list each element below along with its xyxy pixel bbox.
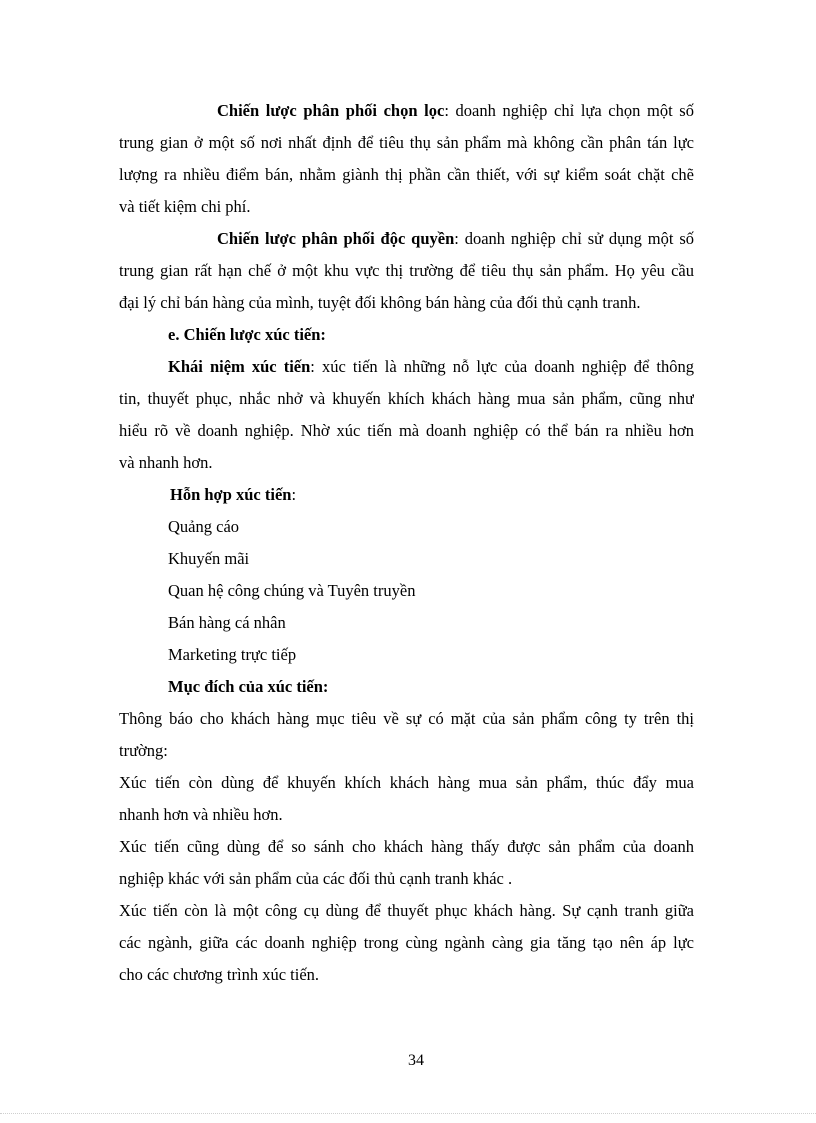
text-span: : doanh nghiệp chỉ lựa chọn một số	[444, 101, 694, 120]
paragraph-line: hiểu rõ về doanh nghiệp. Nhờ xúc tiến mà doanh nghiệp có thể bán ra nhiều hơn	[119, 421, 694, 440]
list-item: Quảng cáo	[168, 517, 240, 536]
paragraph-line: và nhanh hơn.	[119, 453, 213, 472]
paragraph-line: nghiệp khác với sản phẩm của các đối thủ cạnh tranh khác .	[119, 869, 513, 888]
text-span: : xúc tiến là những nỗ lực của doanh nghiệp để thông	[310, 357, 694, 376]
list-item: Bán hàng cá nhân	[168, 613, 286, 632]
paragraph-line: trung gian rất hạn chế ở một khu vực thị trường để tiêu thụ sản phẩm. Họ yêu cầu	[119, 261, 694, 280]
mix-heading	[119, 483, 694, 515]
list-item: Quan hệ công chúng và Tuyên truyền	[168, 581, 416, 600]
paragraph-line: đại lý chỉ bán hàng của mình, tuyệt đối không bán hàng của đối thủ cạnh tranh.	[119, 293, 641, 312]
page-bottom-border	[0, 1113, 816, 1114]
page-body	[119, 99, 694, 995]
paragraph-line: Xúc tiến còn dùng để khuyến khích khách hàng mua sản phẩm, thúc đẩy mua	[119, 773, 694, 792]
paragraph-line: Xúc tiến còn là một công cụ dùng để thuyết phục khách hàng. Sự cạnh tranh giữa	[119, 901, 694, 920]
page-number: 34	[408, 1052, 424, 1069]
paragraph-line: nhanh hơn và nhiều hơn.	[119, 805, 283, 824]
paragraph-line: tin, thuyết phục, nhắc nhở và khuyến khích khách hàng mua sản phẩm, cũng như	[119, 389, 694, 408]
section-heading: e. Chiến lược xúc tiến:	[168, 325, 326, 344]
paragraph-line	[119, 99, 694, 131]
paragraph-line: Thông báo cho khách hàng mục tiêu về sự có mặt của sản phẩm công ty trên thị	[119, 709, 694, 728]
paragraph-line: trung gian ở một số nơi nhất định để tiêu thụ sản phẩm mà không cần phân tán lực	[119, 133, 694, 152]
text-span: : doanh nghiệp chỉ sử dụng một số	[454, 229, 694, 248]
paragraph-line	[119, 355, 694, 387]
section-heading: Mục đích của xúc tiến:	[168, 677, 329, 696]
paragraph-line: trường:	[119, 741, 168, 760]
term-bold: Khái niệm xúc tiến	[168, 357, 311, 376]
term-bold: Chiến lược phân phối chọn lọc	[217, 101, 445, 120]
paragraph-line: cho các chương trình xúc tiến.	[119, 965, 320, 984]
paragraph-line: Xúc tiến cũng dùng để so sánh cho khách hàng thấy được sản phẩm của doanh	[119, 837, 694, 856]
term-bold: Hỗn hợp xúc tiến	[170, 485, 292, 504]
paragraph-line	[119, 227, 694, 259]
list-item: Khuyến mãi	[168, 549, 250, 568]
text-span: :	[291, 485, 297, 504]
list-item: Marketing trực tiếp	[168, 645, 297, 664]
term-bold: Chiến lược phân phối độc quyền	[217, 229, 455, 248]
paragraph-line: các ngành, giữa các doanh nghiệp trong cùng ngành càng gia tăng tạo nên áp lực	[119, 933, 694, 952]
paragraph-line: và tiết kiệm chi phí.	[119, 197, 251, 216]
paragraph-line: lượng ra nhiều điểm bán, nhằm giành thị phần cần thiết, với sự kiểm soát chặt chẽ	[119, 165, 694, 184]
